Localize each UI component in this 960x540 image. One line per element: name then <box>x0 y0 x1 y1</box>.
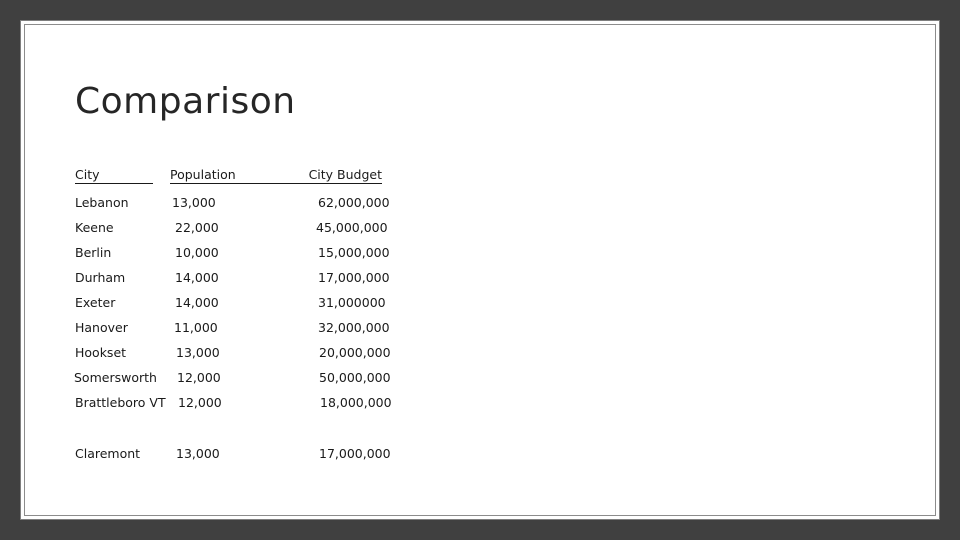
cell-population: 10,000 <box>175 245 219 260</box>
cell-budget: 17,000,000 <box>318 270 390 285</box>
cell-city: Somersworth <box>74 370 157 385</box>
cell-city: Hanover <box>75 320 128 335</box>
cell-population: 12,000 <box>178 395 222 410</box>
cell-city: Exeter <box>75 295 116 310</box>
cell-population: 13,000 <box>176 446 220 461</box>
cell-population: 14,000 <box>175 270 219 285</box>
cell-population: 11,000 <box>174 320 218 335</box>
cell-budget: 31,000000 <box>318 295 386 310</box>
cell-city: Hookset <box>75 345 127 360</box>
slide-title: Comparison <box>75 81 296 122</box>
cell-budget: 17,000,000 <box>319 446 391 461</box>
cell-city: Keene <box>75 220 114 235</box>
cell-budget: 45,000,000 <box>316 220 388 235</box>
cell-population: 12,000 <box>177 370 221 385</box>
cell-budget: 32,000,000 <box>318 320 390 335</box>
cell-city: Brattleboro VT <box>75 395 166 410</box>
cell-population: 22,000 <box>175 220 219 235</box>
cell-city: Durham <box>75 270 126 285</box>
cell-budget: 15,000,000 <box>318 245 390 260</box>
cell-population: 13,000 <box>176 345 220 360</box>
slide-content <box>24 24 936 516</box>
header-city-budget: City Budget <box>278 168 382 184</box>
cell-population: 13,000 <box>172 195 216 210</box>
cell-population: 14,000 <box>175 295 219 310</box>
header-population: Population <box>170 168 278 184</box>
slide-frame <box>20 20 940 520</box>
header-city: City <box>75 168 153 184</box>
cell-budget: 20,000,000 <box>319 345 391 360</box>
cell-budget: 50,000,000 <box>319 370 391 385</box>
cell-city: Berlin <box>75 245 112 260</box>
cell-city: Lebanon <box>75 195 129 210</box>
cell-city: Claremont <box>75 446 141 461</box>
cell-budget: 62,000,000 <box>318 195 390 210</box>
cell-budget: 18,000,000 <box>320 395 392 410</box>
